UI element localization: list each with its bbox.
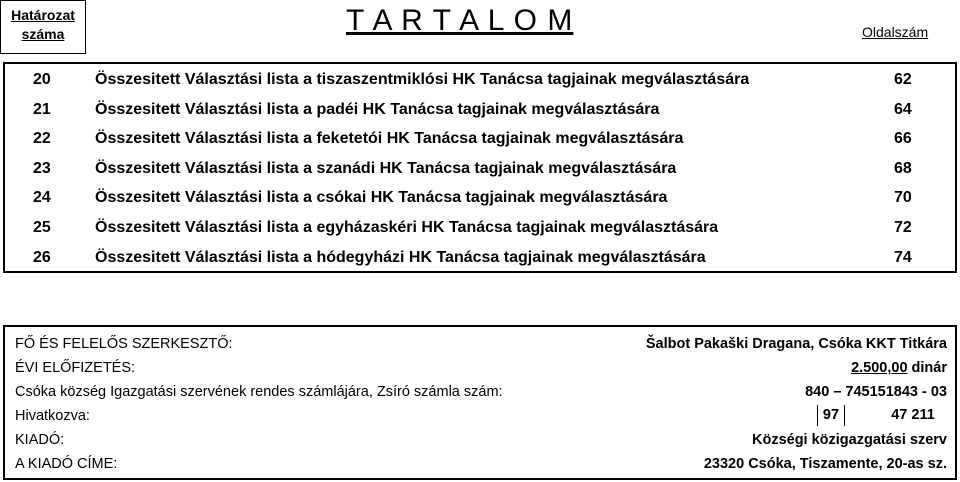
resolution-header-line1: Határozat (11, 7, 75, 23)
reference-code-1: 97 (817, 405, 845, 426)
publisher-value: Községi közigazgatási szerv (751, 432, 947, 448)
account-label: Csóka község Igazgatási szervének rendes számlájára, Zsíró számla szám: (15, 384, 503, 400)
account-row (5, 380, 955, 404)
toc-page: 64 (894, 100, 912, 118)
subscription-amount: 2.500,00 (851, 360, 908, 376)
toc-row (5, 124, 955, 154)
editor-row (5, 332, 955, 356)
toc-title: Összesitett Választási lista a padéi HK Tanácsa tagjainak megválasztására (95, 100, 660, 118)
toc-page: 68 (894, 159, 912, 177)
editor-label: FŐ ÉS FELELŐS SZERKESZTŐ: (15, 336, 233, 352)
toc-number: 23 (33, 159, 51, 177)
reference-value (817, 404, 947, 428)
toc-page: 66 (894, 130, 912, 148)
toc-page: 72 (894, 219, 912, 236)
toc-number: 26 (33, 248, 51, 266)
address-value: 23320 Csóka, Tiszamente, 20-as sz. (703, 456, 947, 472)
toc-table (3, 62, 957, 273)
resolution-header-line2: száma (21, 26, 65, 42)
toc-title: Összesitett Választási lista a tiszaszentmiklósi HK Tanácsa tagjainak megválasztására (95, 71, 750, 88)
toc-title: Összesitett Választási lista a egyházaskéri HK Tanácsa tagjainak megválasztására (95, 219, 719, 236)
resolution-number-header (0, 0, 86, 54)
toc-number: 20 (33, 71, 51, 88)
subscription-value (851, 356, 947, 380)
address-label: A KIADÓ CÍME: (15, 456, 118, 472)
toc-page: 70 (894, 189, 912, 207)
toc-row (5, 243, 955, 273)
toc-title: Összesitett Választási lista a szanádi HK Tanácsa tagjainak megválasztására (95, 159, 677, 177)
toc-row (5, 65, 955, 95)
reference-row (5, 404, 955, 428)
publisher-label: KIADÓ: (15, 432, 65, 448)
toc-page: 74 (894, 248, 912, 266)
reference-code-2: 47 211 (891, 407, 935, 423)
toc-row (5, 154, 955, 184)
impressum-box (3, 325, 957, 480)
reference-label: Hivatkozva: (15, 408, 90, 424)
toc-title: Összesitett Választási lista a hódegyházi HK Tanácsa tagjainak megválasztására (95, 248, 706, 266)
toc-row (5, 183, 955, 213)
subscription-row (5, 356, 955, 380)
toc-number: 22 (33, 130, 51, 148)
page-number-header: Oldalszám (862, 24, 929, 40)
address-row (5, 452, 955, 476)
editor-value: Šalbot Pakaški Dragana, Csóka KKT Titkára (645, 336, 947, 352)
account-value: 840 – 745151843 - 03 (805, 384, 947, 400)
toc-title: Összesitett Választási lista a feketetói HK Tanácsa tagjainak megválasztására (95, 130, 684, 148)
page-title: T A R T A L O M (346, 4, 574, 37)
toc-row (5, 213, 955, 243)
subscription-label: ÉVI ELŐFIZETÉS: (15, 360, 136, 376)
subscription-currency: dinár (911, 360, 947, 376)
publisher-row (5, 428, 955, 452)
toc-row (5, 95, 955, 125)
toc-page: 62 (894, 71, 912, 88)
toc-number: 21 (33, 100, 51, 118)
toc-title: Összesitett Választási lista a csókai HK Tanácsa tagjainak megválasztására (95, 189, 668, 207)
toc-number: 25 (33, 219, 51, 236)
toc-number: 24 (33, 189, 51, 207)
